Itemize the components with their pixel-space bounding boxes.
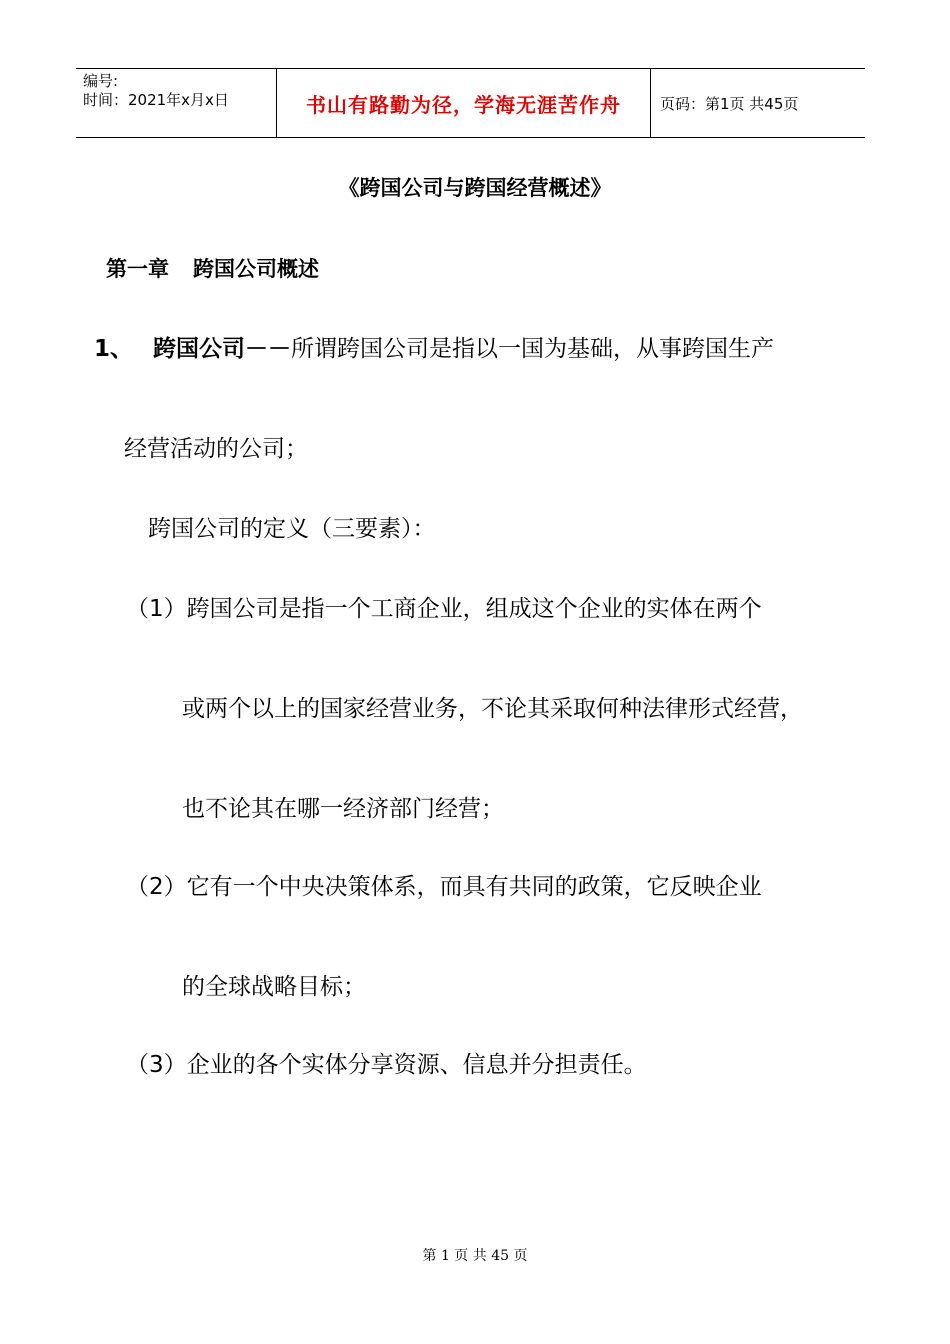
item1-number: 1、 <box>94 336 134 362</box>
header-page-cell <box>651 69 865 137</box>
chapter-title: 跨国公司概述 <box>193 257 319 281</box>
item1-first-line <box>94 330 774 363</box>
point1-line1: （1）跨国公司是指一个工商企业，组成这个企业的实体在两个 <box>126 596 762 622</box>
number-label: 编号: <box>83 72 119 90</box>
item1-second-line: 经营活动的公司； <box>124 436 308 462</box>
item1-term: 跨国公司－－ <box>153 336 292 362</box>
page-footer: 第 1 页 共 45 页 <box>422 1248 528 1264</box>
chapter-label: 第一章 <box>106 257 169 281</box>
point1-line3: 也不论其在哪一经济部门经营； <box>182 796 504 822</box>
item1-definition: 所谓跨国公司是指以一国为基础，从事跨国生产 <box>291 336 775 362</box>
page-info: 页码：第1页 共45页 <box>660 94 799 113</box>
chapter-heading <box>106 253 319 283</box>
definition-heading: 跨国公司的定义（三要素）： <box>148 516 436 542</box>
point3-line1: （3）企业的各个实体分享资源、信息并分担责任。 <box>126 1052 647 1078</box>
time-label: 时间：2021年x月x日 <box>83 91 229 109</box>
header-motto-cell <box>277 69 651 137</box>
header-meta-cell <box>76 69 277 137</box>
document-title: 《跨国公司与跨国经营概述》 <box>338 176 612 200</box>
point2-line1: （2）它有一个中央决策体系，而具有共同的政策，它反映企业 <box>126 874 762 900</box>
point2-line2: 的全球战略目标； <box>182 974 366 1000</box>
page-header-table <box>76 68 865 138</box>
point1-line2: 或两个以上的国家经营业务，不论其采取何种法律形式经营， <box>182 696 803 722</box>
motto-text: 书山有路勤为径，学海无涯苦作舟 <box>306 92 621 117</box>
